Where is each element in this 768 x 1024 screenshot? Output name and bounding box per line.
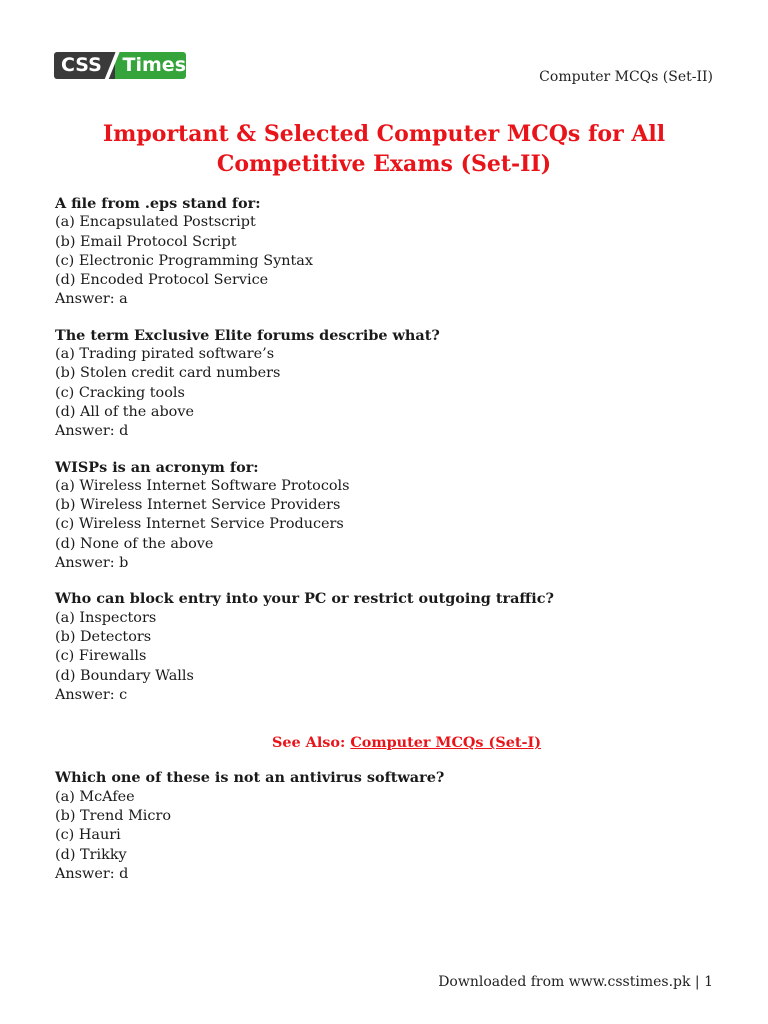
- option: (d) None of the above: [55, 535, 214, 552]
- option: (b) Detectors: [55, 628, 152, 645]
- logo-left: CSS: [54, 52, 115, 79]
- option: (c) Electronic Programming Syntax: [55, 252, 313, 269]
- document-label: Computer MCQs (Set-II): [539, 69, 713, 85]
- option: (a) Wireless Internet Software Protocols: [55, 477, 350, 494]
- page-title: [54, 119, 714, 179]
- answer: Answer: c: [55, 686, 128, 703]
- title-line-2: Competitive Exams (Set-II): [216, 151, 552, 177]
- option: (a) Inspectors: [55, 609, 157, 626]
- option: (a) Trading pirated software’s: [55, 346, 275, 363]
- see-also-link[interactable]: Computer MCQs (Set-I): [350, 734, 542, 752]
- see-also: [55, 733, 728, 752]
- question-text: The term Exclusive Elite forums describe what?: [55, 326, 440, 344]
- see-also-label: See Also:: [271, 734, 346, 752]
- mcq-item: [55, 326, 728, 442]
- css-times-logo: [54, 52, 186, 79]
- mcq-item: [55, 589, 728, 705]
- question-text: WISPs is an acronym for:: [55, 458, 259, 476]
- question-text: Who can block entry into your PC or restrict outgoing traffic?: [55, 590, 554, 608]
- option: (c) Hauri: [55, 827, 121, 844]
- option: (b) Email Protocol Script: [55, 233, 237, 250]
- mcq-item: [55, 768, 728, 884]
- option: (c) Firewalls: [55, 648, 147, 665]
- option: (a) McAfee: [55, 788, 135, 805]
- logo-right: Times: [115, 52, 186, 79]
- question-text: A file from .eps stand for:: [55, 195, 261, 212]
- option: (d) Trikky: [55, 846, 127, 863]
- answer: Answer: d: [55, 865, 129, 882]
- answer: Answer: b: [55, 555, 129, 572]
- option: (c) Cracking tools: [55, 384, 185, 401]
- answer: Answer: a: [55, 291, 128, 308]
- title-line-1: Important & Selected Computer MCQs for All: [102, 121, 666, 147]
- option: (d) All of the above: [55, 403, 194, 420]
- option: (b) Trend Micro: [55, 808, 172, 825]
- question-text: Which one of these is not an antivirus software?: [55, 769, 445, 787]
- option: (a) Encapsulated Postscript: [55, 214, 256, 231]
- option: (c) Wireless Internet Service Producers: [55, 516, 344, 533]
- footer-text: Downloaded from www.csstimes.pk | 1: [438, 974, 713, 990]
- answer: Answer: d: [55, 423, 129, 440]
- option: (b) Wireless Internet Service Providers: [55, 497, 341, 514]
- mcq-item: [55, 194, 728, 310]
- option: (d) Encoded Protocol Service: [55, 272, 269, 289]
- option: (d) Boundary Walls: [55, 667, 194, 684]
- mcq-item: [55, 458, 728, 574]
- option: (b) Stolen credit card numbers: [55, 365, 281, 382]
- mcq-content: [55, 194, 728, 900]
